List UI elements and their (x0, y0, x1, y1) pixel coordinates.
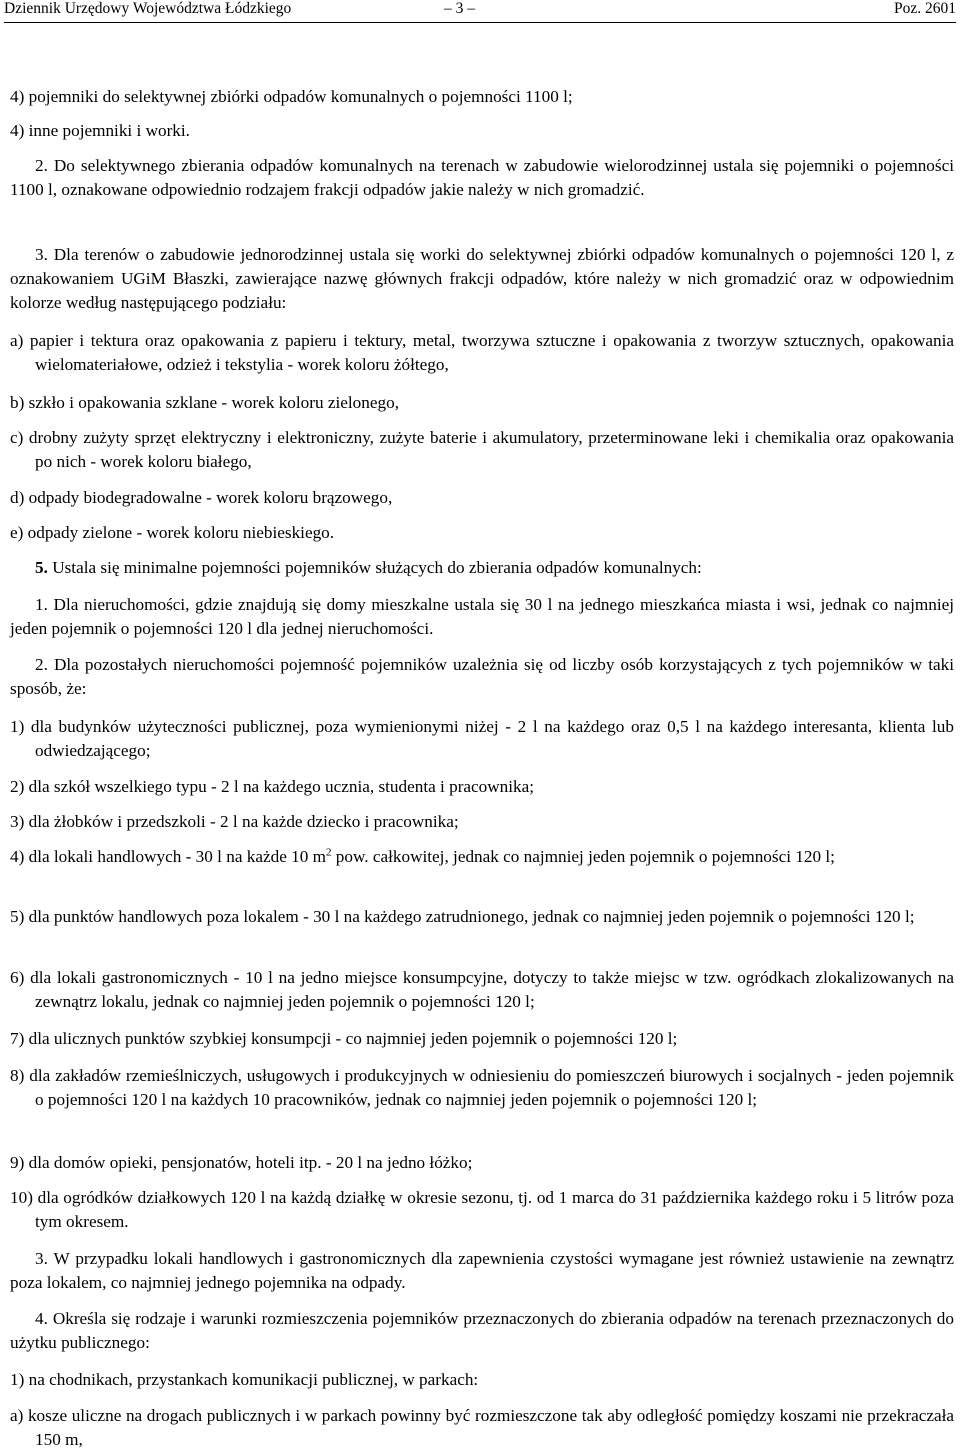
section-5-paragraph-3: 3. W przypadku lokali handlowych i gastronomicznych dla zapewnienia czystości wymagane jest również ustawienie na zewnątrz poza lokalem, co najmniej jednego pojemnika na odpady. (10, 1249, 954, 1292)
placement-item-1a: a) kosze uliczne na drogach publicznych i w parkach powinny być rozmieszczone tak aby odległość pomiędzy koszami nie przekraczała 150 m, (10, 1406, 954, 1449)
capacity-item-10: 10) dla ogródków działkowych 120 l na każdą działkę w okresie sezonu, tj. od 1 marca do 31 października każdego roku i 5 litrów poza tym okresem. (10, 1188, 954, 1231)
fraction-d-brown: d) odpady biodegradowalne - worek koloru brązowego, (10, 488, 393, 507)
fraction-a-yellow: a) papier i tektura oraz opakowania z papieru i tektury, metal, tworzywa sztuczne i opakowania z tworzyw sztucznych, opakowania wielomateriałowe, odzież i tekstylia - worek koloru żółtego, (10, 331, 954, 374)
section-5-heading (10, 556, 954, 580)
paragraph-2-multifamily: 2. Do selektywnego zbierania odpadów komunalnych na terenach w zabudowie wielorodzinnej ustala się pojemniki o pojemności 1100 l, oznakowane odpowiednio rodzajem frakcji odpadów jakie należy w nich gromadzić. (10, 156, 954, 199)
list-item-other-bins: 4) inne pojemniki i worki. (10, 121, 190, 140)
placement-item-1: 1) na chodnikach, przystankach komunikacji publicznej, w parkach: (10, 1370, 479, 1389)
capacity-item-4 (10, 845, 954, 869)
capacity-item-4-text-b: pow. całkowitej, jednak co najmniej jeden pojemnik o pojemności 120 l; (331, 847, 835, 866)
page-number: – 3 – (444, 0, 475, 17)
capacity-item-6: 6) dla lokali gastronomicznych - 10 l na jedno miejsce konsumpcyjne, dotyczy to także miejsc w tzw. ogródkach zlokalizowanych na zewnątrz lokalu, jednak co najmniej jeden pojemnik o pojemności 120 l; (10, 968, 954, 1011)
section-5-number: 5. (35, 558, 48, 577)
item-reference: Poz. 2601 (894, 0, 956, 17)
section-5-paragraph-4: 4. Określa się rodzaje i warunki rozmieszczenia pojemników przeznaczonych do zbierania odpadów na terenach przeznaczonych do użytku publicznego: (10, 1309, 954, 1352)
capacity-item-2: 2) dla szkół wszelkiego typu - 2 l na każdego ucznia, studenta i pracownika; (10, 777, 535, 796)
section-5-title: Ustala się minimalne pojemności pojemników służących do zbierania odpadów komunalnych: (47, 558, 702, 577)
capacity-item-3: 3) dla żłobków i przedszkoli - 2 l na każde dziecko i pracownika; (10, 812, 459, 831)
list-item-bins-1100: 4) pojemniki do selektywnej zbiórki odpadów komunalnych o pojemności 1100 l; (10, 87, 573, 106)
paragraph-3-single-family: 3. Dla terenów o zabudowie jednorodzinnej ustala się worki do selektywnej zbiórki odpadów komunalnych o pojemności 120 l, z oznakowaniem UGiM Błaszki, zawierające nazwę głównych frakcji odpadów, które należy w nich gromadzić oraz w odpowiednim kolorze według następującego podziału: (10, 245, 954, 312)
fraction-c-white: c) drobny zużyty sprzęt elektryczny i elektroniczny, zużyte baterie i akumulatory, przeterminowane leki i chemikalia oraz opakowania po nich - worek koloru białego, (10, 428, 954, 471)
journal-title: Dziennik Urzędowy Województwa Łódzkiego (4, 0, 292, 17)
superscript-squared: 2 (325, 846, 332, 859)
fraction-e-blue: e) odpady zielone - worek koloru niebieskiego. (10, 523, 335, 542)
capacity-item-5: 5) dla punktów handlowych poza lokalem - 30 l na każdego zatrudnionego, jednak co najmniej jeden pojemnik o pojemności 120 l; (10, 907, 915, 926)
fraction-b-green: b) szkło i opakowania szklane - worek koloru zielonego, (10, 393, 399, 412)
capacity-item-9: 9) dla domów opieki, pensjonatów, hoteli itp. - 20 l na jedno łóżko; (10, 1153, 473, 1172)
capacity-item-4-text-a: 4) dla lokali handlowych - 30 l na każde 10 m (10, 847, 326, 866)
capacity-item-7: 7) dla ulicznych punktów szybkiej konsumpcji - co najmniej jeden pojemnik o pojemności 120 l; (10, 1029, 678, 1048)
capacity-item-1: 1) dla budynków użyteczności publicznej, poza wymienionymi niżej - 2 l na każdego oraz 0,5 l na każdego interesanta, klienta lub odwiedzającego; (10, 717, 954, 760)
section-5-paragraph-1: 1. Dla nieruchomości, gdzie znajdują się domy mieszkalne ustala się 30 l na jednego mieszkańca miasta i wsi, jednak co najmniej jeden pojemnik o pojemności 120 l dla jednej nieruchomości. (10, 595, 954, 638)
capacity-item-8: 8) dla zakładów rzemieślniczych, usługowych i produkcyjnych w odniesieniu do pomieszczeń biurowych i socjalnych - jeden pojemnik o pojemności 120 l na każdych 10 pracowników, jednak co najmniej jeden pojemnik o pojemności 120 l; (10, 1066, 954, 1109)
page-header (4, 0, 956, 23)
section-5-paragraph-2: 2. Dla pozostałych nieruchomości pojemność pojemników uzależnia się od liczby osób korzystających z tych pojemników w taki sposób, że: (10, 655, 954, 698)
